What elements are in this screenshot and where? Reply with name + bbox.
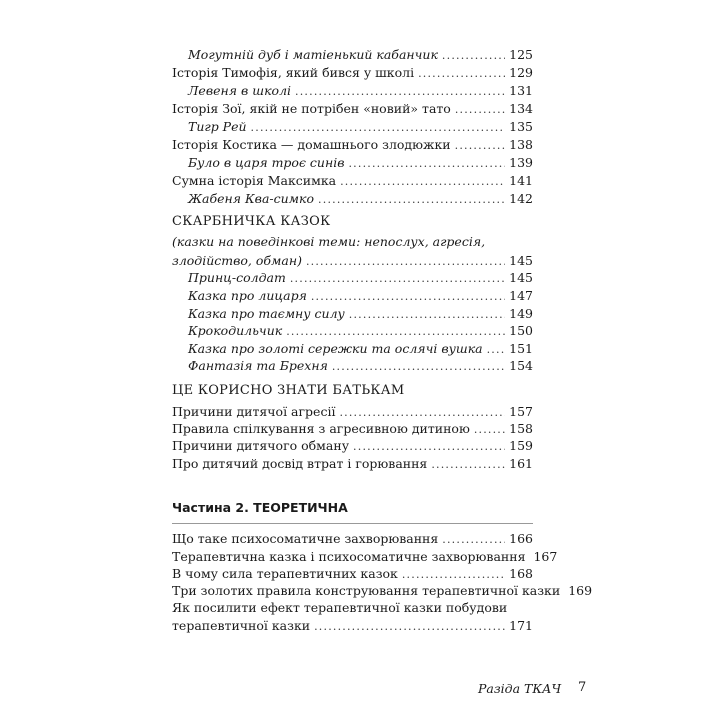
leader-dots: [455, 137, 506, 154]
toc-entry-page: 129: [509, 65, 533, 80]
toc-entry-title: Казка про лицаря: [188, 288, 307, 303]
part-heading: Частина 2. ТЕОРЕТИЧНА: [172, 500, 348, 515]
toc-entry-page: 142: [509, 191, 533, 206]
section-heading-tales: СКАРБНИЧКА КАЗОК: [172, 214, 331, 229]
leader-dots: [314, 618, 505, 635]
toc-entry-title: Казка про золоті сережки та ослячі вушка: [188, 341, 483, 356]
toc-entry-title: Три золотих правила конструювання терапевтичної казки: [172, 583, 561, 598]
toc-entry: [188, 46, 533, 64]
toc-entry-page: 150: [509, 323, 533, 338]
toc-entry-title: Сумна історія Максимка: [172, 173, 337, 188]
toc-entry-page: 161: [509, 456, 533, 471]
toc-entry: [188, 82, 533, 100]
toc-entry-page: 141: [509, 173, 533, 188]
leader-dots: [318, 191, 505, 208]
toc-entry: [188, 322, 533, 340]
leader-dots: [332, 358, 505, 375]
toc-entry-title: Фантазія та Брехня: [188, 358, 328, 373]
toc-entry: [172, 617, 533, 635]
divider: [172, 523, 533, 524]
leader-dots: [311, 288, 505, 305]
toc-entry-title: Могутній дуб і матіенький кабанчик: [188, 47, 438, 62]
section-heading-parents: ЦЕ КОРИСНО ЗНАТИ БАТЬКАМ: [172, 383, 405, 398]
leader-dots: [349, 306, 505, 323]
toc-entry-title: Про дитячий досвід втрат і горювання: [172, 456, 428, 471]
toc-entry-title: Причини дитячого обману: [172, 438, 350, 453]
leader-dots: [487, 341, 506, 358]
toc-entry: [172, 252, 533, 270]
leader-dots: [306, 253, 505, 270]
toc-entry-page: 131: [509, 83, 533, 98]
toc-entry-title: Історія Зої, якій не потрібен «новий» тато: [172, 101, 451, 116]
toc-entry-title: Терапевтична казка і психосоматичне захворювання: [172, 549, 526, 564]
leader-dots: [290, 270, 505, 287]
leader-dots: [340, 173, 505, 190]
toc-entry-page: 167: [533, 549, 558, 564]
toc-entry: [188, 190, 533, 208]
toc-entry-title: Історія Костика — домашнього злодюжки: [172, 137, 451, 152]
toc-entry: [172, 565, 533, 583]
toc-entry: [188, 118, 533, 136]
leader-dots: [339, 404, 505, 421]
leader-dots: [353, 438, 505, 455]
leader-dots: [431, 456, 505, 473]
toc-entry-page: 145: [509, 270, 533, 285]
toc-entry-page: 157: [509, 404, 533, 419]
toc-entry-title: Що таке психосоматичне захворювання: [172, 531, 439, 546]
toc-entry-title: Крокодильчик: [188, 323, 283, 338]
toc-entry-page: 135: [509, 119, 533, 134]
toc-entry: [172, 64, 533, 82]
toc-entry-page: 171: [509, 618, 533, 633]
toc-entry-title: Як посилити ефект терапевтичної казки побудови: [172, 600, 508, 615]
toc-entry: [172, 136, 533, 154]
leader-dots: [348, 155, 505, 172]
toc-entry-page: 169: [568, 583, 593, 598]
toc-entry: [172, 530, 533, 548]
leader-dots: [442, 47, 505, 64]
toc-entry: [188, 357, 533, 375]
toc-entry-page: 154: [509, 358, 533, 373]
toc-entry-page: 149: [509, 306, 533, 321]
toc-entry-page: 166: [509, 531, 533, 546]
toc-entry: [172, 403, 533, 421]
toc-entry-title: Тигр Рей: [188, 119, 247, 134]
toc-entry: [188, 287, 533, 305]
toc-entry-title: терапевтичної казки: [172, 618, 311, 633]
toc-entry-title: Жабеня Ква-симко: [188, 191, 315, 206]
leader-dots: [295, 83, 505, 100]
toc-entry-page: 151: [509, 341, 533, 356]
toc-entry-page: 139: [509, 155, 533, 170]
toc-entry-title: злодійство, обман): [172, 253, 302, 268]
toc-entry: [172, 172, 533, 190]
toc-entry: [172, 582, 593, 600]
page-number: 7: [578, 680, 587, 695]
leader-dots: [442, 531, 505, 548]
toc-entry-title: Причини дитячої агресії: [172, 404, 336, 419]
toc-entry: [188, 340, 533, 358]
toc-entry: [172, 437, 533, 455]
toc-entry-page: 159: [509, 438, 533, 453]
toc-entry-title: В чому сила терапевтичних казок: [172, 566, 398, 581]
toc-entry: [172, 100, 533, 118]
toc-entry-title: Правила спілкування з агресивною дитиною: [172, 421, 470, 436]
toc-entry-title: Було в царя троє синів: [188, 155, 345, 170]
toc-entry: [172, 455, 533, 473]
toc-entry-page: 145: [509, 253, 533, 268]
toc-entry-page: 125: [509, 47, 533, 62]
leader-dots: [474, 421, 505, 438]
section-subtitle: (казки на поведінкові теми: непослух, агресія,: [172, 234, 486, 249]
toc-entry-page: 168: [509, 566, 533, 581]
toc-entry: [188, 154, 533, 172]
toc-entry-title: Казка про таємну силу: [188, 306, 345, 321]
toc-entry: [172, 420, 533, 438]
leader-dots: [418, 65, 505, 82]
toc-entry-title: Левеня в школі: [188, 83, 292, 98]
toc-entry: [172, 548, 558, 566]
toc-entry: [188, 269, 533, 287]
leader-dots: [286, 323, 505, 340]
leader-dots: [455, 101, 505, 118]
leader-dots: [402, 566, 505, 583]
toc-entry-page: 147: [509, 288, 533, 303]
toc-entry-page: 158: [509, 421, 533, 436]
toc-entry-title: Історія Тимофія, який бився у школі: [172, 65, 415, 80]
toc-entry-page: 138: [509, 137, 533, 152]
toc-entry-page: 134: [509, 101, 533, 116]
leader-dots: [251, 119, 506, 136]
toc-entry: [188, 305, 533, 323]
running-footer-author: Разіда ТКАЧ: [478, 681, 562, 696]
toc-entry-title: Принц-солдат: [188, 270, 286, 285]
